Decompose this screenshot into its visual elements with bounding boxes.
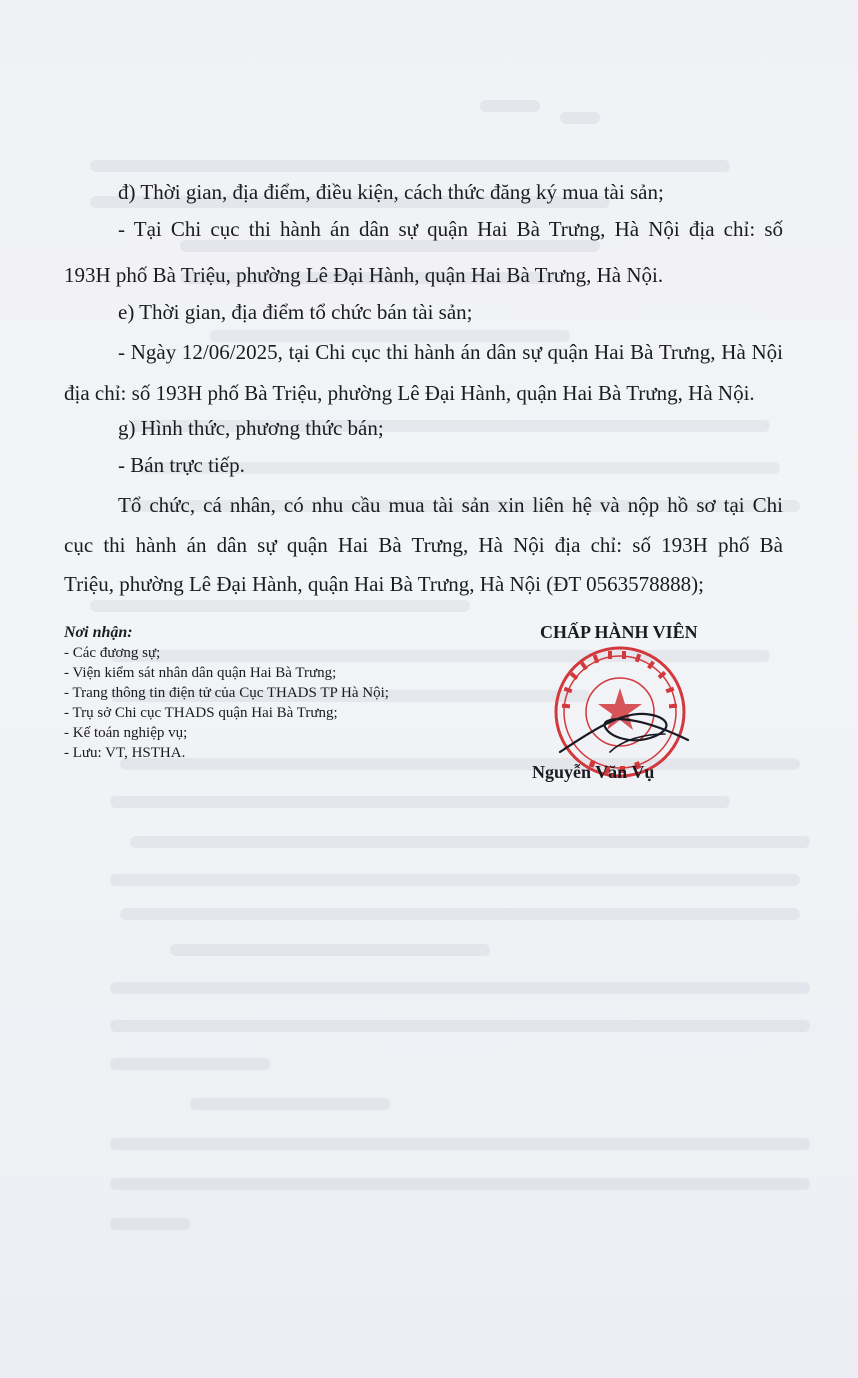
contact-line-3: Triệu, phường Lê Đại Hành, quận Hai Bà Trưng, Hà Nội (ĐT 0563578888); (64, 572, 704, 596)
recipient-item: - Lưu: VT, HSTHA. (64, 745, 186, 761)
contact-line-1: Tổ chức, cá nhân, có nhu cầu mua tài sản xin liên hệ và nộp hồ sơ tại Chi (118, 493, 783, 517)
section-d-heading: đ) Thời gian, địa điểm, điều kiện, cách thức đăng ký mua tài sản; (118, 180, 664, 204)
signer-name: Nguyễn Văn Vụ (532, 762, 655, 782)
section-e-line-1: - Ngày 12/06/2025, tại Chi cục thi hành án dân sự quận Hai Bà Trưng, Hà Nội (118, 340, 783, 364)
official-seal-icon (550, 642, 690, 782)
recipient-item: - Kế toán nghiệp vụ; (64, 725, 188, 741)
recipient-item: - Trụ sở Chi cục THADS quận Hai Bà Trưng; (64, 705, 338, 721)
section-g-line-1: - Bán trực tiếp. (118, 453, 245, 477)
signature-block (500, 622, 780, 812)
section-e-heading: e) Thời gian, địa điểm tổ chức bán tài sản; (118, 300, 473, 324)
section-g-heading: g) Hình thức, phương thức bán; (118, 416, 384, 440)
recipients-heading: Nơi nhận: (64, 624, 133, 641)
contact-line-2: cục thi hành án dân sự quận Hai Bà Trưng, Hà Nội địa chỉ: số 193H phố Bà (64, 533, 783, 557)
recipients-list (64, 622, 389, 763)
recipient-item: - Các đương sự; (64, 645, 161, 661)
section-d-line-1: - Tại Chi cục thi hành án dân sự quận Hai Bà Trưng, Hà Nội địa chỉ: số (118, 217, 783, 241)
recipient-item: - Viện kiểm sát nhân dân quận Hai Bà Trưng; (64, 665, 337, 681)
section-e-line-2: địa chỉ: số 193H phố Bà Triệu, phường Lê Đại Hành, quận Hai Bà Trưng, Hà Nội. (64, 381, 755, 405)
recipient-item: - Trang thông tin điện tử của Cục THADS TP Hà Nội; (64, 685, 389, 701)
signer-title: CHẤP HÀNH VIÊN (540, 622, 698, 642)
section-d-line-2: 193H phố Bà Triệu, phường Lê Đại Hành, quận Hai Bà Trưng, Hà Nội. (64, 263, 664, 287)
